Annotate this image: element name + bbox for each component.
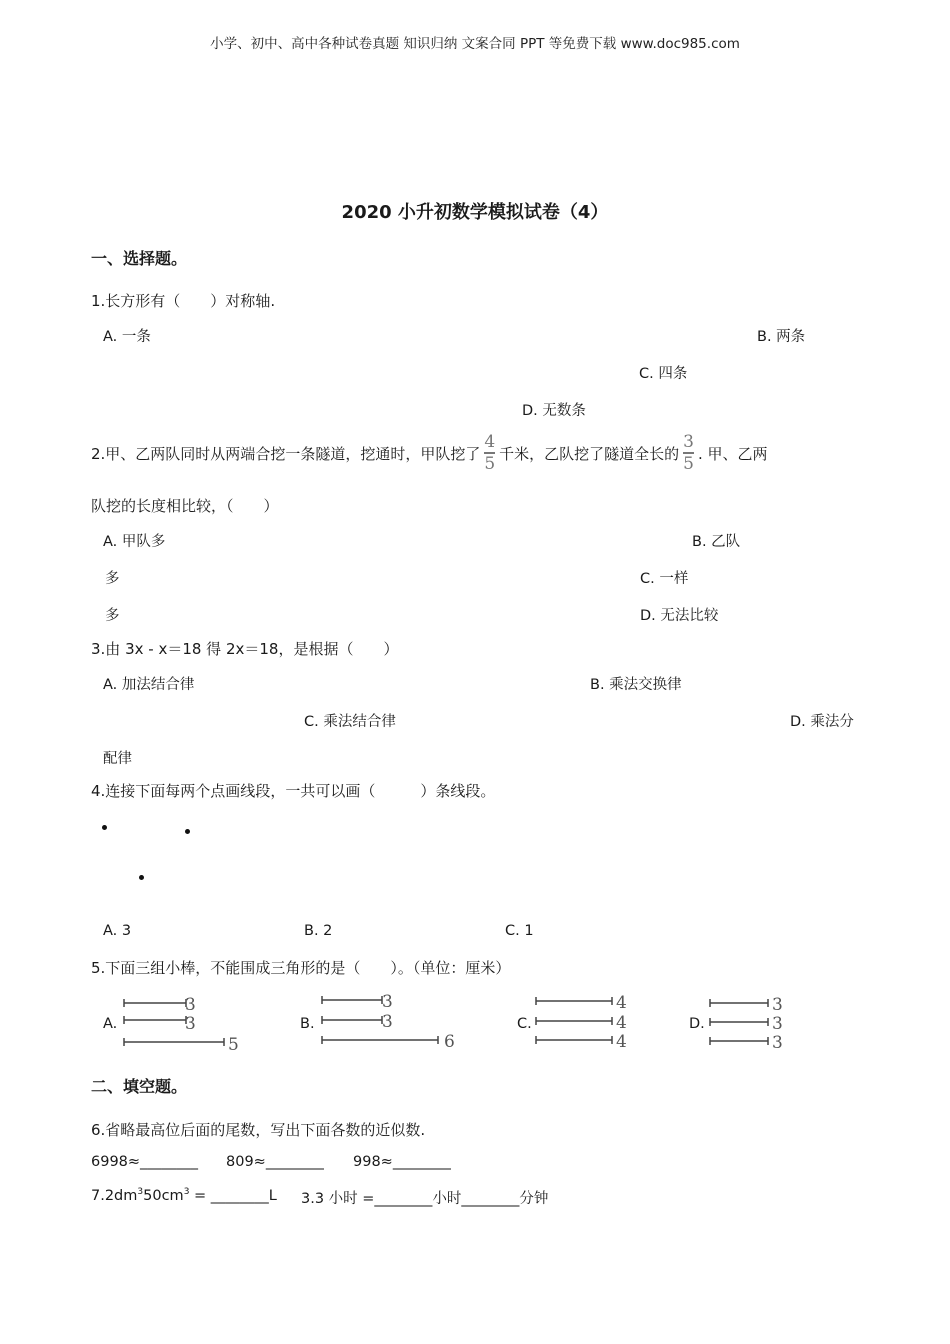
stick-c2-length: 4 [616,1013,627,1033]
fraction-three-fifths [683,433,694,473]
question-2-option-d: D. 无法比较 [640,608,719,624]
stick-b1-length: 3 [382,992,393,1012]
point-3 [139,875,144,880]
question-4-stem: 4.连接下面每两个点画线段，一共可以画（ ）条线段。 [91,782,496,800]
stick-d3-length: 3 [772,1033,783,1052]
section-title-choice: 一、选择题。 [91,249,188,268]
fraction-1-numerator: 4 [484,432,496,452]
volume-liter-blank: = ________L [189,1187,277,1204]
question-6-blank-809: 809≈________ [226,1154,324,1170]
volume-cm-value: 50cm [143,1187,184,1204]
fraction-four-fifths [484,433,495,473]
question-2-option-a: A. 甲队多 [103,534,166,550]
superscript-cube-1: 3 [137,1187,144,1197]
question-5-stem: 5.下面三组小棒，不能围成三角形的是（ ）。（单位：厘米） [91,959,511,977]
question-5-option-a: A. [103,1016,118,1032]
question-6-time-conversion: 3.3 小时 =________小时________分钟 [301,1191,549,1207]
question-6-blank-998: 998≈________ [353,1154,451,1170]
stick-b3-length: 6 [444,1032,455,1052]
stick-d1-length: 3 [772,995,783,1015]
question-4-option-c: C. 1 [505,923,534,939]
stick-a2-length: 3 [185,1014,196,1034]
superscript-cube-2: 3 [183,1187,190,1197]
question-6-stem: 6.省略最高位后面的尾数，写出下面各数的近似数. [91,1121,426,1139]
stick-c1-length: 4 [616,993,627,1013]
question-2-stem-line2: 队挖的长度相比较，（ ） [91,497,279,515]
stick-a1-length: 3 [185,995,196,1015]
page-header: 小学、初中、高中各种试卷真题 知识归纳 文案合同 PPT 等免费下载 www.doc985.com [210,36,740,52]
question-1-option-b: B. 两条 [757,329,806,345]
stick-group-a [120,994,250,1054]
section-title-fill: 二、填空题。 [91,1077,188,1096]
question-3-stem: 3.由 3x - x＝18 得 2x＝18，是根据（ ） [91,640,399,658]
question-4-option-b: B. 2 [304,923,333,939]
question-3-option-b: B. 乘法交换律 [590,677,682,693]
stick-b2-length: 3 [382,1012,393,1032]
stick-group-b [318,990,468,1052]
question-6-volume-conversion [91,1187,277,1204]
question-1-option-d: D. 无数条 [522,403,586,419]
question-2-option-c-wrap: 多 [105,608,120,624]
question-2-option-b: B. 乙队 [692,534,741,550]
question-1-option-c: C. 四条 [639,366,688,382]
stick-a3-length: 5 [228,1035,239,1054]
stick-group-d [706,994,796,1052]
question-2-text-3: . 甲、乙两 [698,444,768,463]
question-2-text-1: 2.甲、乙两队同时从两端合挖一条隧道，挖通时，甲队挖了 [91,444,481,463]
question-3-option-d-wrap: 配律 [103,751,132,767]
question-2-stem-line1 [91,430,768,476]
question-2-option-b-wrap: 多 [105,571,120,587]
fraction-2-denominator: 5 [683,454,694,474]
question-1-stem: 1.长方形有（ ）对称轴. [91,292,276,310]
question-3-option-a: A. 加法结合律 [103,677,195,693]
question-5-option-d: D. [689,1016,705,1032]
point-2 [185,829,190,834]
fraction-1-denominator: 5 [484,454,496,474]
question-2-option-c: C. 一样 [640,571,689,587]
fraction-2-numerator: 3 [683,432,694,452]
volume-dm-value: 7.2dm [91,1187,138,1204]
question-4-option-a: A. 3 [103,923,132,939]
question-5-option-b: B. [300,1016,315,1032]
question-3-option-d: D. 乘法分 [790,714,854,730]
question-2-text-2: 千米，乙队挖了隧道全长的 [499,444,680,463]
stick-c3-length: 4 [616,1032,627,1051]
question-1-option-a: A. 一条 [103,329,151,345]
stick-d2-length: 3 [772,1014,783,1034]
stick-group-c [532,993,642,1051]
question-3-option-c: C. 乘法结合律 [304,714,396,730]
page-title: 2020 小升初数学模拟试卷（4） [341,202,609,223]
point-1 [102,825,107,830]
question-6-blank-6998: 6998≈________ [91,1154,199,1170]
question-5-option-c: C. [517,1016,532,1032]
